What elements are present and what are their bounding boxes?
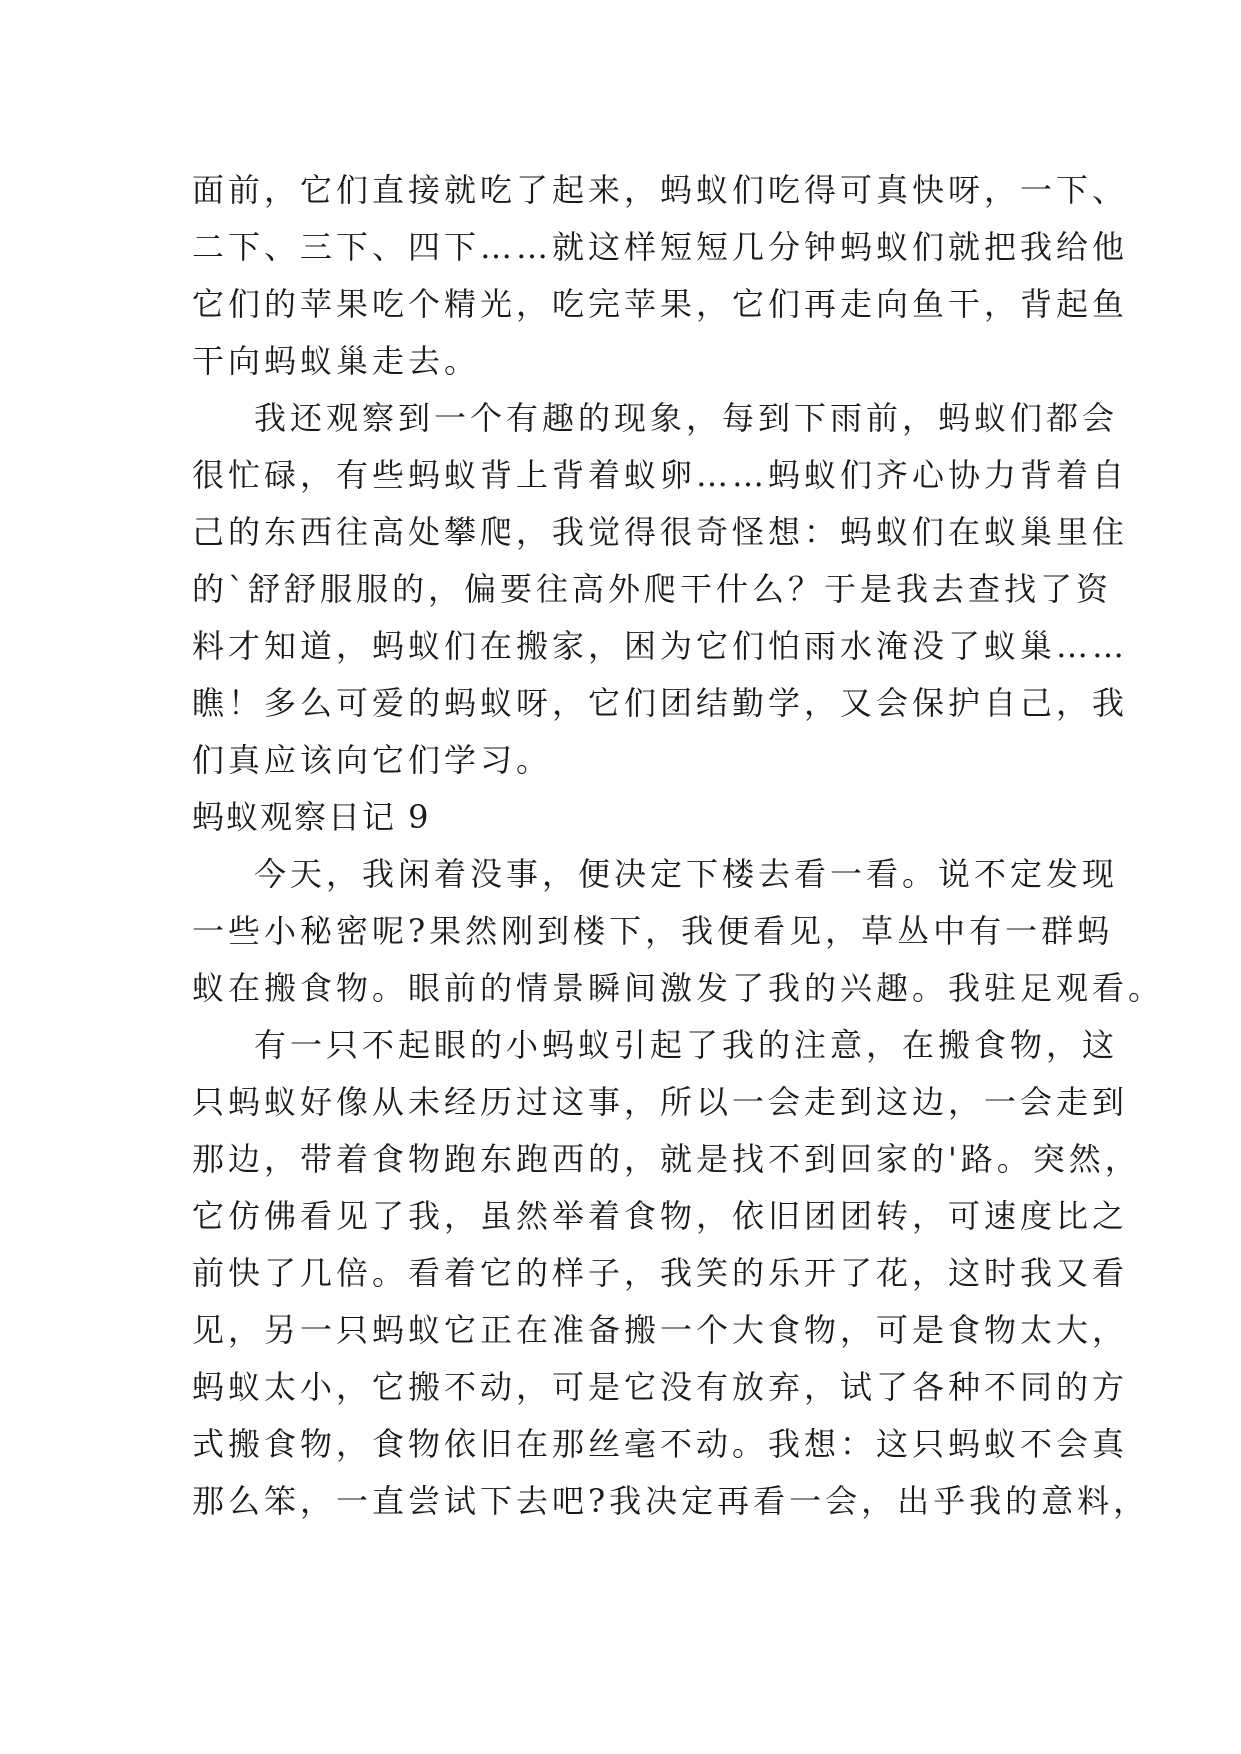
text-line: 料才知道，蚂蚁们在搬家，困为它们怕雨水淹没了蚁巢…… [192,627,1129,665]
text-line: 我还观察到一个有趣的现象，每到下雨前，蚂蚁们都会 [254,399,1119,437]
text-line: 蚁在搬食物。眼前的情景瞬间激发了我的兴趣。我驻足观看。 [192,969,1165,1007]
text-line: 见，另一只蚂蚁它正在准备搬一个大食物，可是食物太大， [192,1311,1129,1349]
text-line: 只蚂蚁好像从未经历过这事，所以一会走到这边，一会走到 [192,1083,1129,1121]
text-line: 式搬食物，食物依旧在那丝毫不动。我想：这只蚂蚁不会真 [192,1425,1129,1463]
paragraph-2 [192,390,1129,789]
text-line: 今天，我闲着没事，便决定下楼去看一看。说不定发现 [254,855,1119,893]
text-line: 有一只不起眼的小蚂蚁引起了我的注意，在搬食物，这 [254,1026,1119,1064]
text-line: 己的东西往高处攀爬，我觉得很奇怪想：蚂蚁们在蚁巢里住 [192,513,1129,551]
paragraph-1 [192,162,1129,390]
text-line: 那么笨，一直尝试下去吧?我决定再看一会，出乎我的意料， [192,1482,1150,1520]
text-line: 一些小秘密呢?果然刚到楼下，我便看见，草丛中有一群蚂 [192,912,1114,950]
paragraph-3 [192,846,1165,1017]
text-line: 它们的苹果吃个精光，吃完苹果，它们再走向鱼干，背起鱼 [192,285,1129,323]
text-line: 二下、三下、四下……就这样短短几分钟蚂蚁们就把我给他 [192,228,1129,266]
section-title: 蚂蚁观察日记 9 [192,798,431,836]
text-line: 蚂蚁太小，它搬不动，可是它没有放弃，试了各种不同的方 [192,1368,1129,1406]
text-line: 前快了几倍。看着它的样子，我笑的乐开了花，这时我又看 [192,1254,1129,1292]
text-line: 它仿佛看见了我，虽然举着食物，依旧团团转，可速度比之 [192,1197,1129,1235]
text-line: 那边，带着食物跑东跑西的，就是找不到回家的'路。突然， [192,1140,1141,1178]
text-line: 瞧！多么可爱的蚂蚁呀，它们团结勤学，又会保护自己，我 [192,684,1129,722]
paragraph-4 [192,1017,1150,1530]
text-line: 面前，它们直接就吃了起来，蚂蚁们吃得可真快呀，一下、 [192,171,1129,209]
text-line: 的`舒舒服服的，偏要往高外爬干什么？于是我去查找了资 [192,570,1113,608]
text-line: 很忙碌，有些蚂蚁背上背着蚁卵……蚂蚁们齐心协力背着自 [192,456,1129,494]
text-line: 们真应该向它们学习。 [192,741,553,779]
text-line: 干向蚂蚁巢走去。 [192,342,481,380]
document-body [192,162,1165,1530]
